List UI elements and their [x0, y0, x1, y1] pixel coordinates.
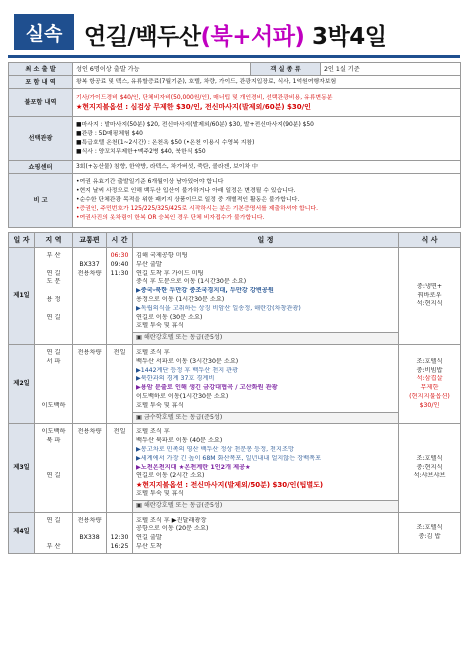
meal-text: (현지지불옵션)	[409, 392, 450, 400]
hotel-text: 해란강호텔 또는 동급(준5성)	[143, 501, 223, 509]
day-meals	[399, 424, 461, 512]
excluded-value	[73, 89, 461, 117]
schedule-line: 용정으로 이동 (1시간30분 소요)	[136, 295, 225, 303]
day-schedule	[133, 512, 399, 553]
transport-text: BX337	[79, 260, 100, 268]
transport-text: 전용차량	[77, 348, 102, 356]
meal-text: 무제한	[420, 384, 439, 392]
optional-tour-value	[73, 117, 461, 161]
hotel-info: ▣ 해란강호텔 또는 동급(준5성)	[133, 333, 399, 345]
day-label: 제1일	[9, 248, 35, 345]
itinerary-table	[8, 232, 461, 554]
schedule-line: 부산 도착	[136, 542, 162, 550]
time-text: 전일	[113, 428, 126, 436]
day-label: 제2일	[9, 344, 35, 423]
min-departure-value: 성인 6명이상 출발 가능	[73, 63, 251, 76]
day-meals	[399, 512, 461, 553]
time-text: 16:25	[110, 542, 129, 550]
schedule-line: 연길 도착 후 가이드 미팅	[136, 269, 204, 277]
shopping-label: 쇼핑센터	[9, 161, 73, 174]
region-text: 연 길	[46, 348, 61, 356]
transport-text: 전용차량	[77, 269, 102, 277]
region-text	[38, 305, 69, 314]
schedule-line: 호텔 투숙 및 휴식	[136, 322, 184, 330]
schedule-line: 김해 국제공항 미팅	[136, 252, 188, 259]
note-line: •순수한 단체관광 목적을 위한 패키지 상품이므로 일정 중 개별적인 활동은 불가합니다.	[76, 197, 300, 203]
included-label: 포 함 내 역	[9, 76, 73, 89]
schedule-line: 백두산 북파로 이동 (40분 소요)	[136, 437, 223, 445]
optional-tour-line: ■마사지 : 발마사지(50분) $20, 전신마사지(발제외/60분) $30, 발+전신마사지(90분) $50	[76, 121, 314, 128]
day-times	[107, 344, 133, 423]
day-times	[107, 512, 133, 553]
col-header-day: 일 자	[9, 233, 35, 248]
region-text: 부 산	[46, 252, 61, 259]
hotel-info: ▣ 금수학호텔 또는 동급(준5성)	[133, 412, 399, 424]
region-text	[38, 287, 69, 296]
region-text: 연 길	[46, 472, 61, 480]
region-text: 연 길	[46, 516, 61, 524]
meal-text: 석:삼겹살	[416, 375, 443, 383]
schedule-line: 연길로 이동 (2시간 소요)	[136, 472, 205, 480]
schedule-line: ▶북한과의 경계 37호 경계비	[136, 375, 215, 383]
meal-text: $30/인	[419, 401, 440, 409]
region-text: 연 길	[46, 269, 61, 277]
excluded-line-1: 기사/가이드경비 $40/인, 단체비자비(50,000원/인), 매너팁 및 개인경비, 선택관광비용, 유류변동분	[76, 94, 333, 101]
meal-text: 조:호텔식	[416, 523, 443, 531]
min-departure-label: 최 소 출 발	[9, 63, 73, 76]
region-text	[38, 261, 69, 270]
day-transport	[73, 424, 107, 512]
schedule-line: ★현지지불옵션 : 전신마사지(발제외/50분) $30/인(팁별도)	[136, 481, 324, 490]
note-line: •증권인, 주민번호가 125/225/325/425로 시작하시는 분은 기본증명서를 제출하셔야 합니다.	[76, 206, 318, 212]
transport-text: BX338	[79, 534, 100, 542]
meal-text: 석:샤브샤브	[413, 472, 446, 480]
region-spacer	[38, 534, 69, 543]
note-line: •여권 유효기간 출발일기준 6개월이상 남아있어야 합니다	[76, 179, 224, 185]
transport-text: 전용차량	[77, 428, 102, 436]
included-value: 왕복 항공료 및 텍스, 유류할증료(7월기준), 호텔, 차량, 가이드, 관광지입장료, 식사, 1억원여행자보험	[73, 76, 461, 89]
schedule-line: 연길로 이동 (30분 소요)	[136, 313, 203, 321]
note-line: •현지 날씨 사정으로 인해 백두산 입산이 불가하거나 아래 일정은 변경될 수 있습니다.	[76, 188, 296, 194]
meal-text: 꿔바로우	[417, 291, 442, 299]
day-regions	[35, 512, 73, 553]
time-text: 11:30	[110, 269, 129, 277]
room-type-value: 2인 1실 기준	[321, 63, 461, 76]
notes-value	[73, 174, 461, 228]
schedule-line: 연길 출발	[136, 534, 162, 542]
hotel-text: 해란강호텔 또는 동급(준5성)	[143, 334, 223, 342]
schedule-line: 공항으로 이동 (20분 소요)	[136, 525, 209, 533]
region-text: 연 길	[46, 313, 61, 321]
region-text: 북 파	[46, 437, 61, 445]
transport-spacer	[76, 525, 103, 534]
optional-tour-line: ■식사 : 양꼬치무제한+맥주2병 $40, 북한식 $50	[76, 148, 206, 155]
day-schedule	[133, 424, 399, 500]
hotel-info: ▣ 해란강호텔 또는 동급(준5성)	[133, 500, 399, 512]
day-row	[9, 424, 461, 500]
region-spacer	[38, 464, 69, 473]
time-spacer	[110, 517, 129, 526]
itinerary-header-row	[9, 233, 461, 248]
itinerary-document	[8, 8, 460, 554]
excluded-row	[9, 89, 461, 117]
day-meals	[399, 248, 461, 345]
region-text: 용 정	[46, 295, 61, 303]
schedule-line: 중식 후 도문으로 이동 (1시간30분 소요)	[136, 278, 247, 286]
schedule-line: 백두산 서파로 이동 (3시간30분 소요)	[136, 357, 239, 365]
schedule-line: ▶중국-북한 두만강 중조국경지대, 두만강 강변공원	[136, 287, 274, 295]
day-schedule	[133, 344, 399, 412]
day-row	[9, 512, 461, 553]
time-text: 12:30	[110, 534, 129, 542]
day-label: 제4일	[9, 512, 35, 553]
day-transport	[73, 344, 107, 423]
schedule-line: ▶1442계단 등정 후 백두산 천지 관광	[136, 366, 239, 374]
day-transport	[73, 512, 107, 553]
day-row	[9, 248, 461, 333]
region-spacer	[38, 525, 69, 534]
schedule-line: ▶용암 분출로 인해 생긴 금강대협곡 / 고산화원 관광	[136, 384, 278, 392]
info-table	[8, 62, 461, 228]
schedule-line: 호텔 조식 후	[136, 428, 170, 436]
excluded-label: 불포함 내역	[9, 89, 73, 117]
region-spacer	[38, 455, 69, 464]
room-type-label: 객 실 종 류	[251, 63, 321, 76]
title-duration: 3박4일	[311, 24, 387, 50]
product-badge: 실속	[14, 14, 74, 50]
transport-text: 전용차량	[77, 516, 102, 524]
hotel-text: 금수학호텔 또는 동급(준5성)	[143, 413, 223, 421]
region-text: 부 산	[46, 542, 61, 550]
region-spacer	[38, 384, 69, 393]
col-header-meals: 식 사	[399, 233, 461, 248]
schedule-line: ▶노천온천지대 ★온천계란 1인2개 제공★	[136, 463, 251, 471]
day-label: 제3일	[9, 424, 35, 512]
schedule-line: 호텔 투숙 및 휴식	[136, 489, 184, 497]
document-title	[84, 18, 386, 51]
region-spacer	[38, 367, 69, 376]
meal-text: 조:호텔식	[416, 454, 443, 462]
document-header	[8, 8, 460, 58]
schedule-line: 호텔 투숙 및 휴식	[136, 401, 184, 409]
meal-text: 중:김 밥	[418, 532, 441, 540]
excluded-line-2: ★현지지불옵션 : 심검상 무제한 $30/인, 전신마사지(발제외/60분) $30/인	[76, 102, 311, 111]
transport-text	[76, 252, 103, 261]
col-header-region: 지 역	[35, 233, 73, 248]
notes-row	[9, 174, 461, 228]
day-row	[9, 344, 461, 412]
title-highlight: (북+서파)	[200, 24, 305, 50]
meal-text: 조:호텔식	[416, 357, 443, 365]
day-schedule	[133, 248, 399, 333]
col-header-transport: 교통편	[73, 233, 107, 248]
day-regions	[35, 344, 73, 423]
optional-tour-label: 선택관광	[9, 117, 73, 161]
optional-tour-line: ■특급호텔 온천(1~2시간) : 온천욕 $50 (•온천 이용시 수영복 지참)	[76, 139, 255, 146]
meal-text: 석:현지식	[416, 300, 443, 308]
region-spacer	[38, 446, 69, 455]
time-spacer	[110, 525, 129, 534]
col-header-time: 시 간	[107, 233, 133, 248]
optional-tour-row	[9, 117, 461, 161]
time-text: 전일	[113, 348, 126, 356]
day-meals	[399, 344, 461, 423]
day-transport	[73, 248, 107, 345]
region-text: 이도백하	[41, 428, 66, 436]
included-row	[9, 76, 461, 89]
col-header-schedule: 일 정	[133, 233, 399, 248]
schedule-line: 호텔 조식 후	[136, 348, 170, 356]
schedule-line: ▶세계에서 가장 긴 높이 68M 화산폭포, 일년내내 얼지않는 장백폭포	[136, 454, 322, 462]
schedule-line: 부산 출발	[136, 260, 162, 268]
day-times	[107, 424, 133, 512]
optional-tour-line: ■관광 : 5D매핑체험 $40	[76, 130, 143, 137]
meal-text: 중:비빔밥	[416, 366, 443, 374]
shopping-row	[9, 161, 461, 174]
schedule-line: ▶봉고차로 민족의 영산 백두산 정상 천문봉 등정, 천지조망	[136, 445, 294, 453]
day-times	[107, 248, 133, 345]
note-line: •여권사진의 옷차림이 한복 OR 승복인 경우 단체 비자접수가 불가합니다.	[76, 215, 265, 221]
region-text: 도 문	[46, 278, 61, 286]
schedule-line: 이도백하로 이동(1시간30분 소요)	[136, 392, 229, 400]
schedule-line: 호텔 조식 후 ▶진달래광장	[136, 516, 207, 524]
shopping-value: 3회(+농산물) 침향, 한약방, 라텍스, 차가버섯, 죽탄, 콜라겐, 보이차 中	[73, 161, 461, 174]
region-spacer	[38, 393, 69, 402]
region-spacer	[38, 375, 69, 384]
region-text: 이도백하	[41, 401, 66, 409]
meal-text: 중:현지식	[416, 463, 443, 471]
schedule-line: ▶독립의식을 고취하는 상징 비암산 일송정, 해란강(차창관광)	[136, 304, 301, 312]
region-text: 서 파	[46, 357, 61, 365]
time-text: 09:40	[110, 260, 129, 268]
title-main: 연길/백두산	[84, 24, 201, 50]
day-regions	[35, 424, 73, 512]
meal-text: 중:냉면+	[416, 282, 443, 290]
time-text: 06:30	[110, 252, 129, 259]
notes-label: 비 고	[9, 174, 73, 228]
day-regions	[35, 248, 73, 345]
min-departure-row	[9, 63, 461, 76]
